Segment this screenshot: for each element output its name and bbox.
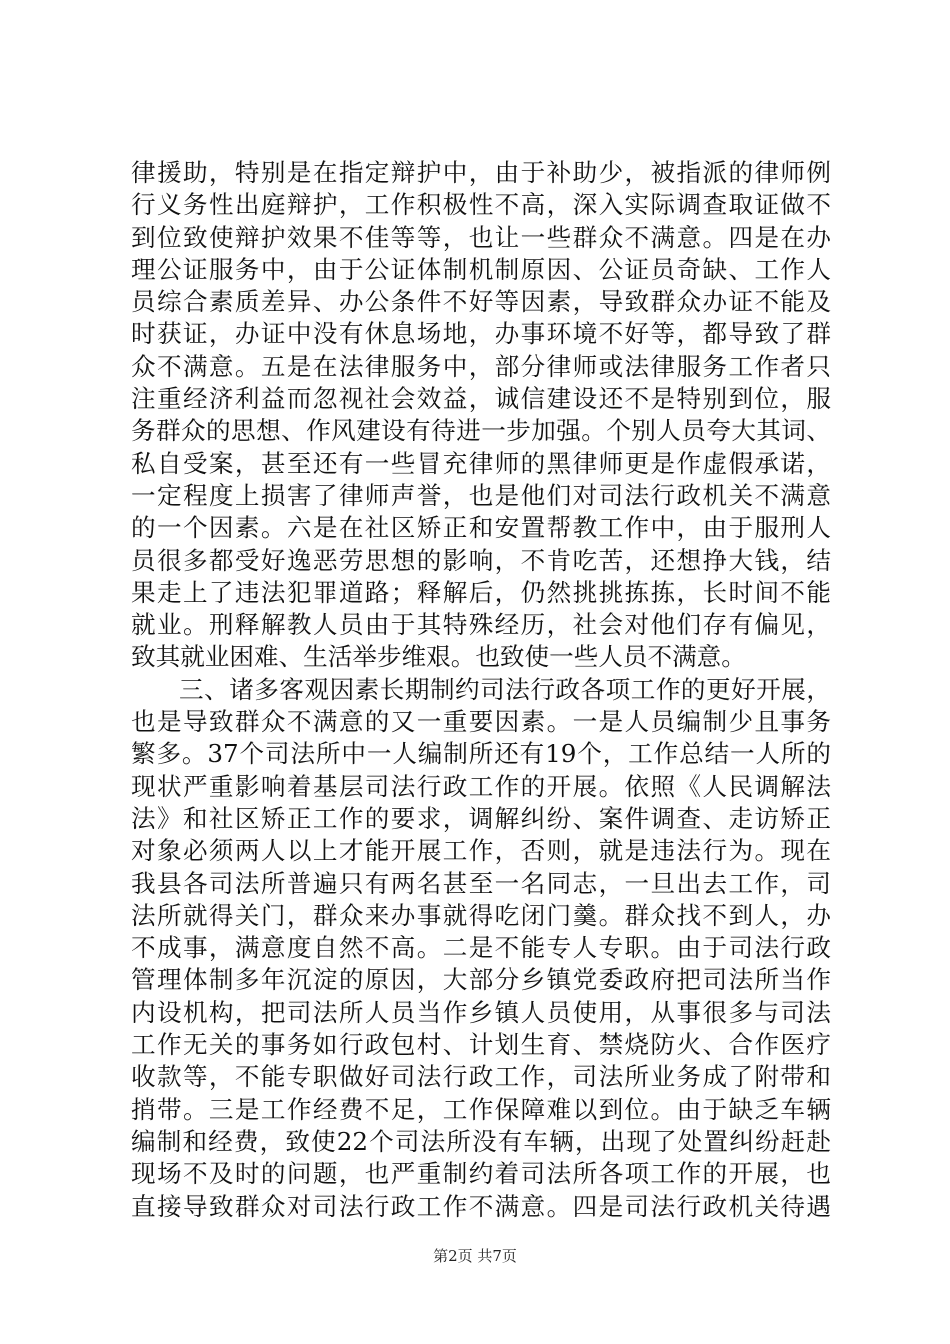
text-line: 现场不及时的问题，也严重制约着司法所各项工作的开展，也	[131, 1159, 831, 1189]
text-line: 时获证，办证中没有休息场地，办事环境不好等，都导致了群	[131, 319, 831, 349]
text-line: 行义务性出庭辩护，工作积极性不高，深入实际调查取证做不	[131, 190, 831, 220]
text-line: 现状严重影响着基层司法行政工作的开展。依照《人民调解法	[131, 771, 831, 801]
text-line: 众不满意。五是在法律服务中，部分律师或法律服务工作者只	[131, 351, 831, 381]
text-line: 法》和社区矫正工作的要求，调解纠纷、案件调查、走访矫正	[131, 803, 831, 833]
text-line: 直接导致群众对司法行政工作不满意。四是司法行政机关待遇	[131, 1191, 831, 1221]
text-line: 务群众的思想、作风建设有待进一步加强。个别人员夸大其词、	[131, 416, 831, 446]
text-line: 三、诸多客观因素长期制约司法行政各项工作的更好开展，	[179, 674, 831, 704]
text-line: 不成事，满意度自然不高。二是不能专人专职。由于司法行政	[131, 933, 831, 963]
text-line: 我县各司法所普遍只有两名甚至一名同志，一旦出去工作，司	[131, 868, 831, 898]
text-line: 私自受案，甚至还有一些冒充律师的黑律师更是作虚假承诺，	[131, 448, 831, 478]
text-line: 工作无关的事务如行政包村、计划生育、禁烧防火、合作医疗	[131, 1030, 831, 1060]
text-line: 到位致使辩护效果不佳等等，也让一些群众不满意。四是在办	[131, 222, 831, 252]
text-line: 的一个因素。六是在社区矫正和安置帮教工作中，由于服刑人	[131, 513, 831, 543]
text-line: 也是导致群众不满意的又一重要因素。一是人员编制少且事务	[131, 707, 831, 737]
text-line: 收款等，不能专职做好司法行政工作，司法所业务成了附带和	[131, 1062, 831, 1092]
text-line: 捎带。三是工作经费不足，工作保障难以到位。由于缺乏车辆	[131, 1094, 831, 1124]
text-line: 注重经济利益而忽视社会效益，诚信建设还不是特别到位，服	[131, 384, 831, 414]
text-line: 内设机构，把司法所人员当作乡镇人员使用，从事很多与司法	[131, 997, 831, 1027]
text-line: 一定程度上损害了律师声誉，也是他们对司法行政机关不满意	[131, 480, 831, 510]
text-line: 律援助，特别是在指定辩护中，由于补助少，被指派的律师例	[131, 158, 831, 187]
text-line: 理公证服务中，由于公证体制机制原因、公证员奇缺、工作人	[131, 254, 831, 284]
text-line: 管理体制多年沉淀的原因，大部分乡镇党委政府把司法所当作	[131, 965, 831, 995]
text-line: 编制和经费，致使22个司法所没有车辆，出现了处置纠纷赶赴	[131, 1126, 831, 1156]
text-line: 致其就业困难、生活举步维艰。也致使一些人员不满意。	[131, 642, 746, 672]
body-text	[131, 157, 831, 1223]
text-line: 法所就得关门，群众来办事就得吃闭门羹。群众找不到人，办	[131, 900, 831, 930]
text-line: 繁多。37个司法所中一人编制所还有19个，工作总结一人所的	[131, 739, 831, 769]
text-line: 员综合素质差异、办公条件不好等因素，导致群众办证不能及	[131, 287, 831, 317]
page-footer: 第2页 共7页	[433, 1247, 517, 1265]
text-line: 果走上了违法犯罪道路；释解后，仍然挑挑拣拣，长时间不能	[131, 577, 831, 607]
text-line: 对象必须两人以上才能开展工作，否则，就是违法行为。现在	[131, 836, 831, 866]
text-line: 就业。刑释解教人员由于其特殊经历，社会对他们存有偏见，	[131, 610, 831, 640]
text-line: 员很多都受好逸恶劳思想的影响，不肯吃苦，还想挣大钱，结	[131, 545, 831, 575]
